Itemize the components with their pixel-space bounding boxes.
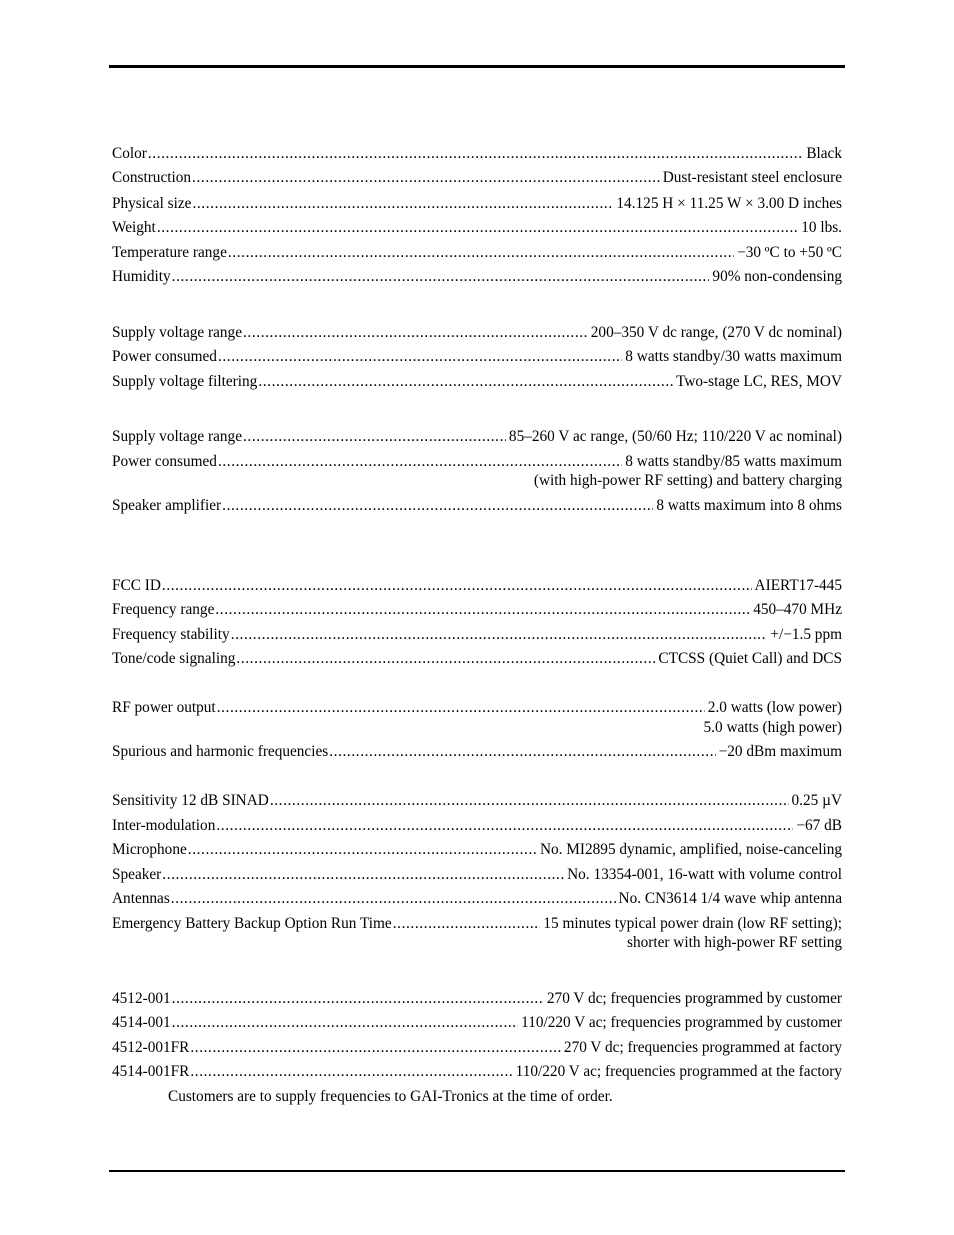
spec-value: 450–470 MHz [753,601,842,618]
dot-leader [172,267,710,287]
spec-label: Frequency stability [112,626,230,643]
dot-leader [215,600,750,620]
spec-label: Color [112,145,147,162]
spec-row-microphone [112,840,842,860]
spec-continuation: (with high-power RF setting) and battery charging [533,472,842,489]
spec-label: Inter-modulation [112,817,216,834]
dot-leader [270,791,789,811]
dot-leader [192,194,613,214]
dot-leader [192,168,660,188]
spec-value: −30 ºC to +50 ºC [737,244,842,261]
dot-leader [258,372,673,392]
spec-label: Temperature range [112,244,227,261]
spec-value: −20 dBm maximum [718,743,842,760]
spec-value: AIERT17-445 [754,577,842,594]
dot-leader [393,914,541,934]
spec-row-color [112,144,842,164]
dot-leader [188,840,537,860]
spec-value: 8 watts maximum into 8 ohms [656,497,842,514]
dot-leader [329,742,715,762]
spec-value: +/−1.5 ppm [770,626,842,643]
dot-leader [172,1013,518,1033]
spec-value: 200–350 V dc range, (270 V dc nominal) [590,324,842,341]
spec-row-dc-power-consumed [112,347,842,367]
spec-label: FCC ID [112,577,161,594]
model-description: 110/220 V ac; frequencies programmed at the factory [515,1063,842,1080]
spec-label: Power consumed [112,348,217,365]
spec-label: Speaker [112,866,162,883]
spec-label: Frequency range [112,601,215,618]
spec-row-frequency-range [112,600,842,620]
models-note: Customers are to supply frequencies to GAI-Tronics at the time of order. [168,1088,613,1105]
spec-label: Microphone [112,841,187,858]
spec-value: 15 minutes typical power drain (low RF setting); [543,915,842,932]
spec-row-frequency-stability [112,625,842,645]
spec-value: 0.25 µV [791,792,842,809]
spec-label: Emergency Battery Backup Option Run Time [112,915,392,932]
spec-value: No. 13354-001, 16-watt with volume control [567,866,842,883]
spec-row-dc-supply-voltage [112,323,842,343]
spec-label: Tone/code signaling [112,650,236,667]
spec-row-weight [112,218,842,238]
spec-row-sensitivity [112,791,842,811]
spec-row-tone-code-signaling [112,649,842,669]
spec-value: 14.125 H × 11.25 W × 3.00 D inches [616,195,842,212]
spec-row-spurious-harmonic [112,742,842,762]
spec-value: 90% non-condensing [712,268,842,285]
dot-leader [243,323,588,343]
spec-row-battery-run-time [112,914,842,934]
dot-leader [171,889,616,909]
dot-leader [172,989,544,1009]
dot-leader [218,452,622,472]
spec-value: Dust-resistant steel enclosure [662,169,842,186]
spec-value: No. CN3614 1/4 wave whip antenna [618,890,842,907]
dot-leader [222,496,653,516]
spec-value: 10 lbs. [801,219,842,236]
spec-label: Power consumed [112,453,217,470]
spec-continuation: shorter with high-power RF setting [627,934,842,951]
spec-value: No. MI2895 dynamic, amplified, noise-canceling [539,841,842,858]
model-number: 4512-001 [112,990,171,1007]
spec-label: Construction [112,169,192,186]
spec-value: 8 watts standby/85 watts maximum [625,453,842,470]
spec-row-ac-supply-voltage [112,427,842,447]
dot-leader [157,218,798,238]
dot-leader [162,576,752,596]
spec-row-speaker [112,865,842,885]
dot-leader [236,649,655,669]
model-number: 4514-001FR [112,1063,190,1080]
spec-value: CTCSS (Quiet Call) and DCS [658,650,842,667]
model-row-4514-001 [112,1013,842,1033]
spec-label: Antennas [112,890,170,907]
model-row-4512-001fr [112,1038,842,1058]
model-number: 4512-001FR [112,1039,190,1056]
dot-leader [218,347,622,367]
spec-value: 2.0 watts (low power) [707,699,842,716]
spec-value: −67 dB [796,817,842,834]
footer-rule [109,1170,845,1172]
spec-row-temperature-range [112,243,842,263]
dot-leader [148,144,803,164]
spec-value: 8 watts standby/30 watts maximum [625,348,842,365]
model-row-4514-001fr [112,1062,842,1082]
spec-label: Sensitivity 12 dB SINAD [112,792,269,809]
spec-row-inter-modulation [112,816,842,836]
spec-value: Two-stage LC, RES, MOV [676,373,842,390]
spec-label: Supply voltage filtering [112,373,258,390]
spec-continuation: 5.0 watts (high power) [703,719,842,736]
model-description: 110/220 V ac; frequencies programmed by customer [521,1014,842,1031]
dot-leader [243,427,506,447]
spec-label: Spurious and harmonic frequencies [112,743,329,760]
spec-label: Supply voltage range [112,428,242,445]
model-row-4512-001 [112,989,842,1009]
spec-label: Weight [112,219,156,236]
dot-leader [216,816,793,836]
spec-row-humidity [112,267,842,287]
dot-leader [162,865,564,885]
spec-row-construction [112,168,842,188]
header-rule [109,65,845,68]
spec-value: Black [806,145,842,162]
dot-leader [231,625,768,645]
spec-row-physical-size [112,194,842,214]
spec-row-antennas [112,889,842,909]
spec-label: Humidity [112,268,171,285]
spec-value: 85–260 V ac range, (50/60 Hz; 110/220 V ac nominal) [508,428,842,445]
dot-leader [217,698,705,718]
spec-row-dc-filtering [112,372,842,392]
spec-row-ac-power-consumed [112,452,842,472]
spec-row-speaker-amplifier [112,496,842,516]
dot-leader [190,1038,561,1058]
model-description: 270 V dc; frequencies programmed at factory [563,1039,842,1056]
model-description: 270 V dc; frequencies programmed by customer [546,990,842,1007]
spec-row-rf-power-output [112,698,842,718]
dot-leader [228,243,734,263]
spec-label: RF power output [112,699,216,716]
spec-label: Supply voltage range [112,324,242,341]
spec-label: Speaker amplifier [112,497,222,514]
spec-row-fcc-id [112,576,842,596]
model-number: 4514-001 [112,1014,171,1031]
dot-leader [190,1062,512,1082]
spec-label: Physical size [112,195,192,212]
